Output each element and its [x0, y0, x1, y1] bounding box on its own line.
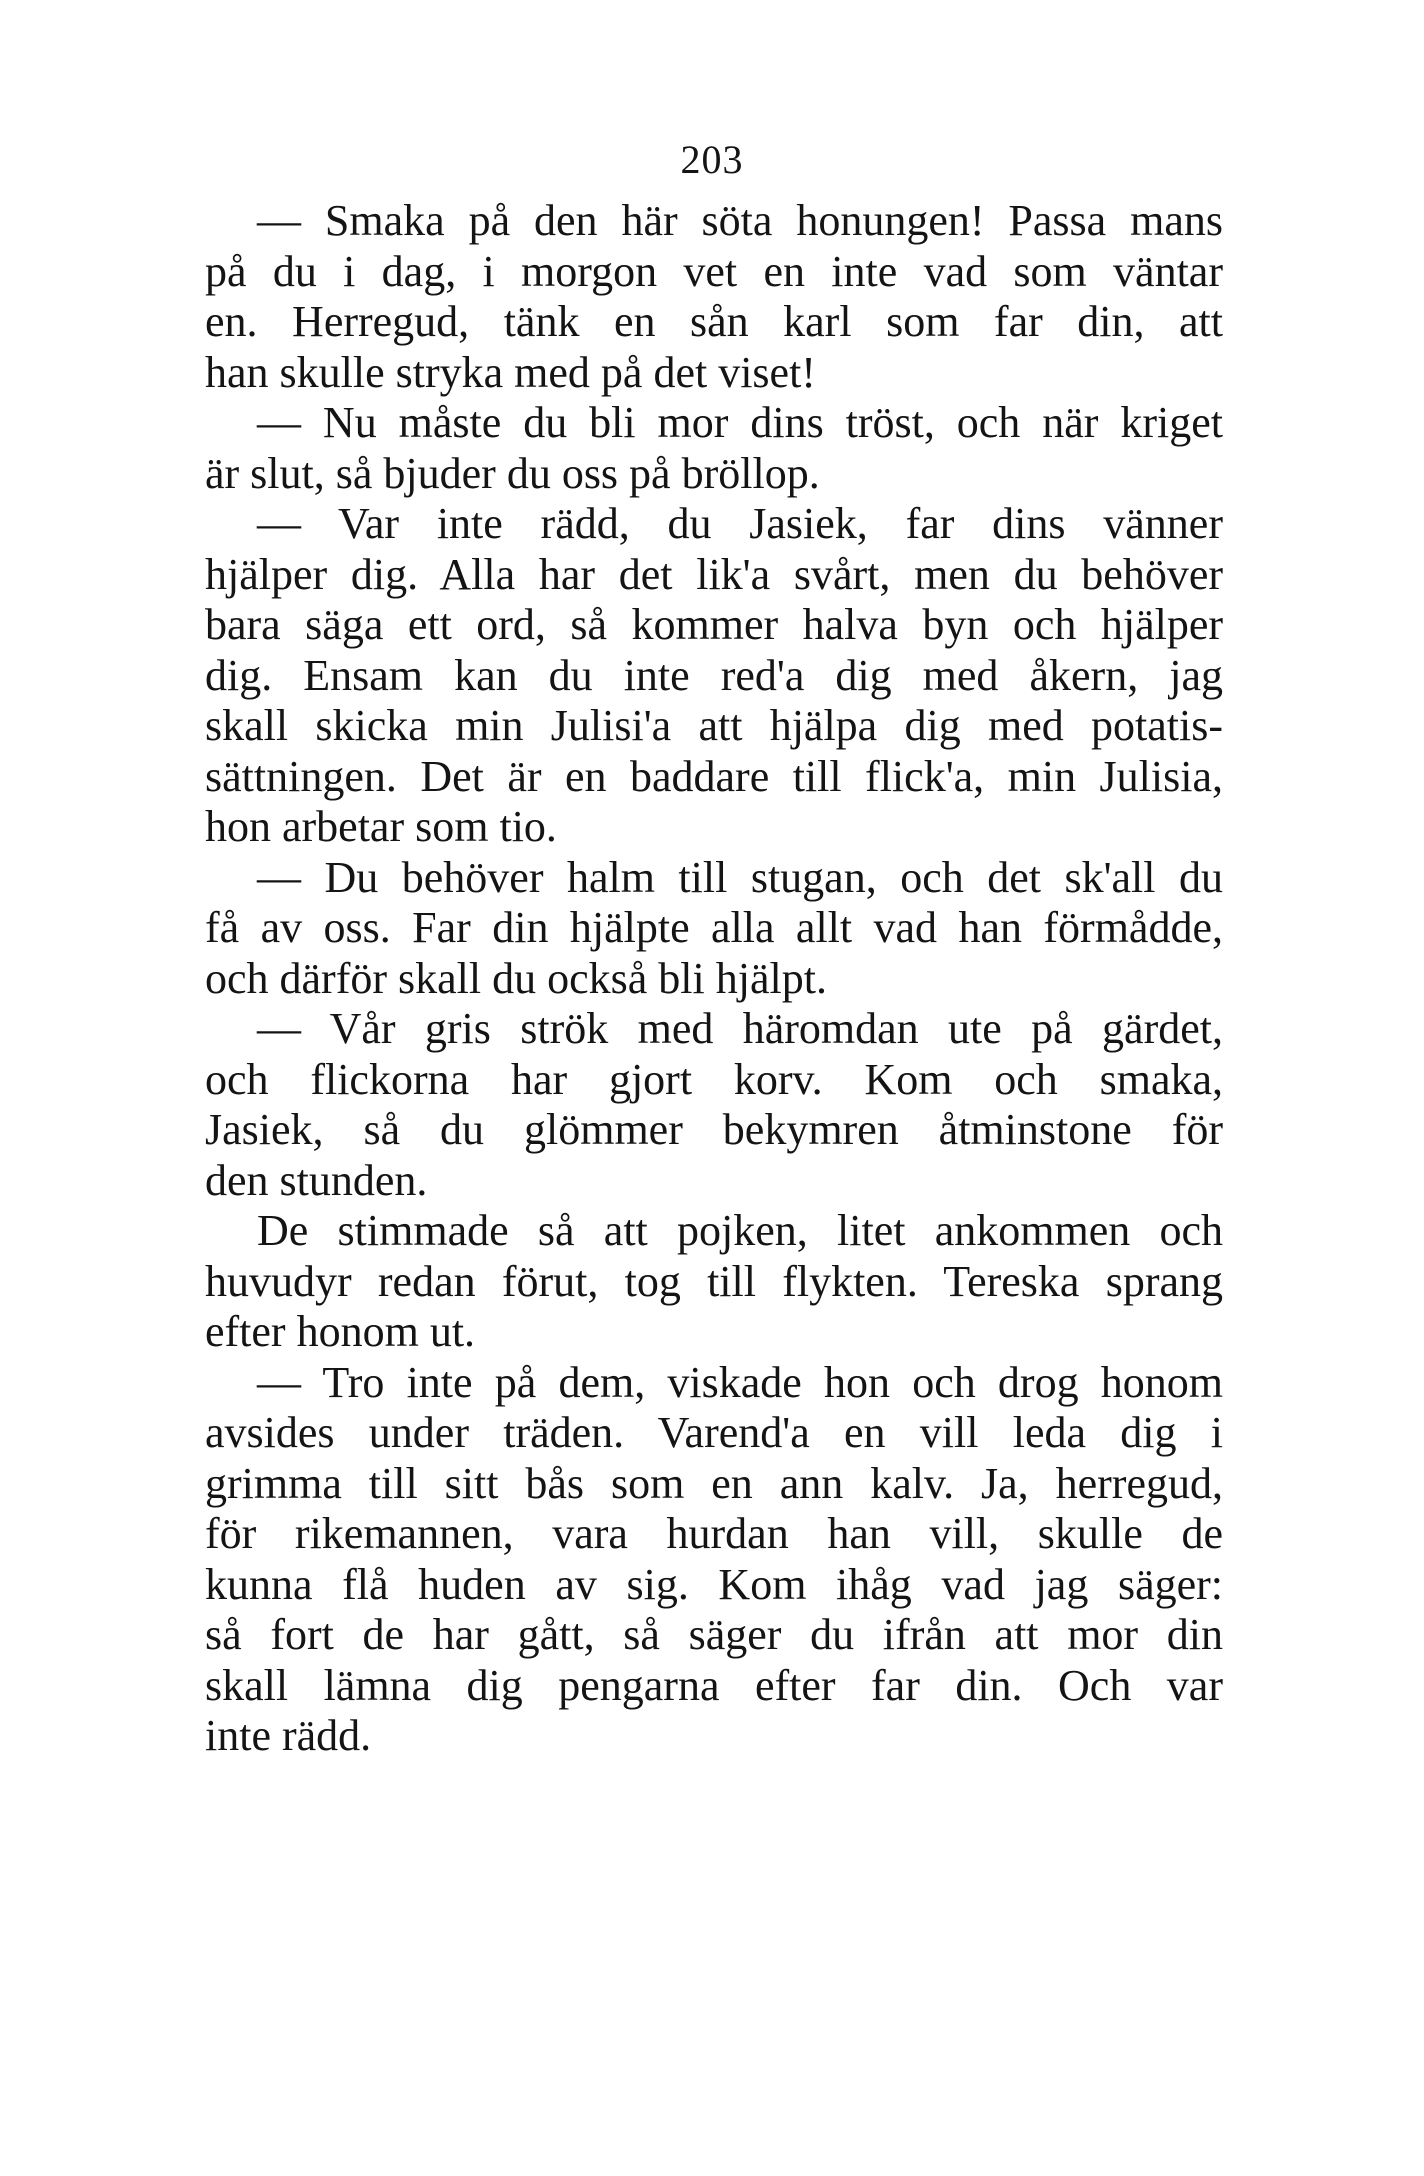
text-line: huvudyr redan förut, tog till flykten. Tereska sprang	[205, 1256, 1223, 1306]
text-line: inte rädd.	[205, 1711, 372, 1760]
page-number: 203	[680, 137, 744, 182]
text-line: kunna flå huden av sig. Kom ihåg vad jag säger:	[205, 1559, 1223, 1609]
text-line: — Du behöver halm till stugan, och det sk'all du	[257, 852, 1223, 902]
text-line: är slut, så bjuder du oss på bröllop.	[205, 448, 820, 498]
text-line: skall lämna dig pengarna efter far din. Och var	[205, 1660, 1223, 1710]
text-line: Jasiek, så du glömmer bekymren åtminstone för	[205, 1105, 1223, 1154]
text-line: bara säga ett ord, så kommer halva byn och hjälper	[205, 600, 1223, 649]
text-line: — Tro inte på dem, viskade hon och drog honom	[257, 1357, 1223, 1407]
text-line: dig. Ensam kan du inte red'a dig med åkern, jag	[205, 650, 1223, 700]
text-line: få av oss. Far din hjälpte alla allt vad han förmådde,	[205, 903, 1223, 952]
text-line: — Smaka på den här söta honungen! Passa mans	[257, 196, 1223, 245]
text-line: på du i dag, i morgon vet en inte vad som väntar	[205, 246, 1223, 296]
text-line: — Nu måste du bli mor dins tröst, och när kriget	[257, 398, 1223, 447]
text-line: så fort de har gått, så säger du ifrån att mor din	[205, 1610, 1223, 1659]
text-line: den stunden.	[205, 1155, 428, 1205]
text-line: skall skicka min Julisi'a att hjälpa dig med potatis-	[205, 701, 1223, 750]
text-line: efter honom ut.	[205, 1307, 476, 1356]
text-line: grimma till sitt bås som en ann kalv. Ja, herregud,	[205, 1458, 1223, 1508]
text-line: för rikemannen, vara hurdan han vill, skulle de	[205, 1509, 1223, 1558]
text-line: han skulle stryka med på det viset!	[205, 347, 816, 397]
text-line: en. Herregud, tänk en sån karl som far din, att	[205, 297, 1223, 346]
body-text	[205, 196, 1223, 1762]
text-line: sättningen. Det är en baddare till flick'a, min Julisia,	[205, 751, 1223, 801]
text-line: De stimmade så att pojken, litet ankommen och	[257, 1206, 1223, 1255]
text-line: och flickorna har gjort korv. Kom och smaka,	[205, 1054, 1223, 1104]
text-line: och därför skall du också bli hjälpt.	[205, 953, 827, 1003]
text-line: — Var inte rädd, du Jasiek, far dins vänner	[257, 499, 1223, 548]
text-line: avsides under träden. Varend'a en vill leda dig i	[205, 1408, 1223, 1457]
text-line: hjälper dig. Alla har det lik'a svårt, men du behöver	[205, 549, 1223, 599]
text-line: — Vår gris strök med häromdan ute på gärdet,	[257, 1004, 1223, 1053]
text-line: hon arbetar som tio.	[205, 802, 557, 851]
